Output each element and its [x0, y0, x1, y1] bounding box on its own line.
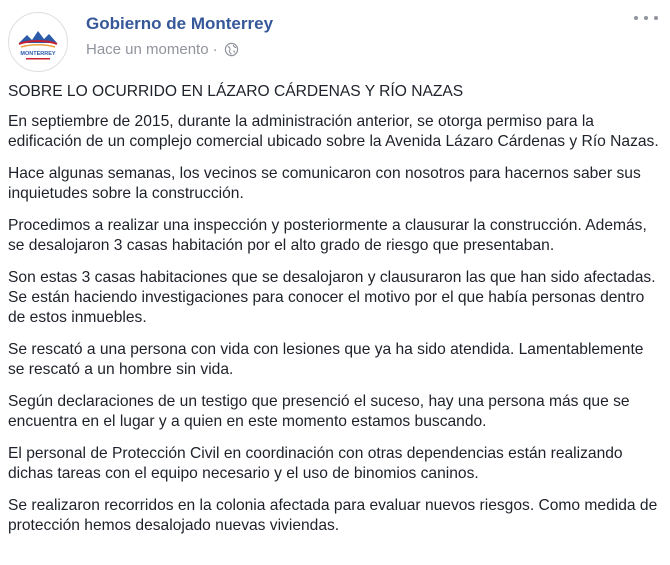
more-options-icon[interactable]: [634, 10, 658, 26]
post-paragraph: Hace algunas semanas, los vecinos se comunicaron con nosotros para hacernos saber sus inquietudes sobre la construcción.: [8, 165, 641, 202]
post-paragraph: Se rescató a una persona con vida con lesiones que ya ha sido atendida. Lamentablemente se rescató a un hombre sin vida.: [8, 341, 644, 378]
meta-separator: ·: [212, 41, 218, 58]
post-paragraph: El personal de Protección Civil en coordinación con otras dependencias están realizando dichas tareas con el equipo necesario y el uso de binomios caninos.: [8, 445, 623, 482]
post-body: [8, 82, 664, 548]
post-title: SOBRE LO OCURRIDO EN LÁZARO CÁRDENAS Y RÍO NAZAS: [8, 83, 464, 100]
post-paragraph: Son estas 3 casas habitaciones que se desalojaron y clausuraron las que han sido afectadas. Se están haciendo investigaciones para conocer el motivo por el que había personas dentro de estos inmuebles.: [8, 269, 656, 326]
post-timestamp[interactable]: Hace un momento: [86, 41, 209, 58]
post-paragraph: Se realizaron recorridos en la colonia afectada para evaluar nuevos riesgos. Como medida de protección hemos desalojado nuevas viviendas.: [8, 497, 658, 534]
post-paragraph: Según declaraciones de un testigo que presenció el suceso, hay una persona más que se encuentra en el lugar y a quien en este momento estamos buscando.: [8, 393, 630, 430]
post-paragraph: En septiembre de 2015, durante la administración anterior, se otorga permiso para la edificación de un complejo comercial ubicado sobre la Avenida Lázaro Cárdenas y Río Nazas.: [8, 113, 659, 150]
post-paragraph: Procedimos a realizar una inspección y posteriormente a clausurar la construcción. Además, se desalojaron 3 casas habitación por el alto grado de riesgo que presentaban.: [8, 217, 647, 254]
globe-icon[interactable]: [224, 42, 239, 57]
logo-wordmark: MONTERREY: [20, 51, 56, 57]
monterrey-logo: [9, 13, 67, 71]
post-meta: [86, 41, 239, 58]
post-header: [8, 8, 662, 68]
page-name-link[interactable]: Gobierno de Monterrey: [86, 14, 274, 33]
avatar[interactable]: [8, 12, 68, 72]
